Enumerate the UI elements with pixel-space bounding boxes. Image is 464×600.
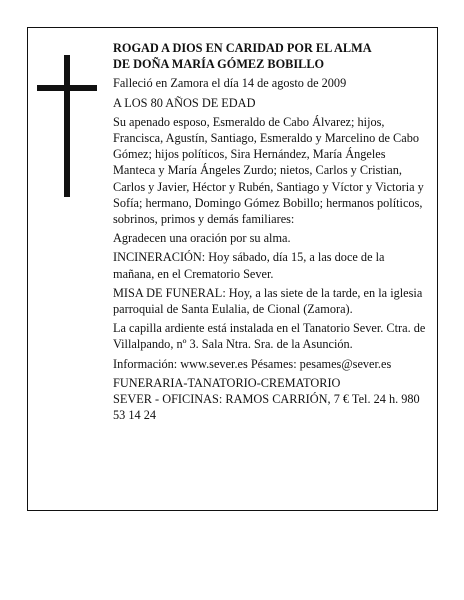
funeral-home (113, 375, 426, 424)
obituary-heading (113, 40, 426, 72)
obituary-text (113, 40, 426, 426)
funeral-mass-paragraph: MISA DE FUNERAL: Hoy, a las siete de la tarde, en la iglesia parroquial de Santa Eulalia, de Cional (Zamora). (113, 285, 423, 317)
cross-icon (37, 55, 97, 197)
thanks-line: Agradecen una oración por su alma. (113, 231, 291, 246)
heading-line-1: ROGAD A DIOS EN CARIDAD POR EL ALMA (113, 41, 372, 55)
funeral-home-contact: SEVER - OFICINAS: RAMOS CARRIÓN, 7 € Tel. 24 h. 980 53 14 24 (113, 392, 420, 423)
death-info: Falleció en Zamora el día 14 de agosto de 2009 (113, 76, 347, 91)
chapel-paragraph: La capilla ardiente está instalada en el Tanatorio Sever. Ctra. de Villalpando, nº 3. Sala Ntra. Sra. de la Asunción. (113, 321, 426, 352)
information-paragraph: Información: www.sever.es Pésames: pesames@sever.es (113, 356, 392, 371)
cross-vertical-bar (64, 55, 70, 197)
cremation-paragraph: INCINERACIÓN: Hoy sábado, día 15, a las doce de la mañana, en el Crematorio Sever. (113, 250, 385, 281)
heading-line-2: DE DOÑA MARÍA GÓMEZ BOBILLO (113, 57, 325, 72)
family-paragraph: Su apenado esposo, Esmeraldo de Cabo Álvarez; hijos, Francisca, Agustín, Santiago, Esmeraldo y Marcelino de Cabo Gómez; hijos políticos, Sira Hernández, María Ángeles Manteca y María Ángeles Zurdo; nietos, Carlos y Cristian, Carlos y Javier, Héctor y Rubén, Santiago y Víctor y Victoria y Sofía; hermano, Domingo Gómez Bobillo; hermanos políticos, sobrinos, primos y demás familiares: (113, 114, 424, 227)
age-line: A LOS 80 AÑOS DE EDAD (113, 95, 256, 110)
cross-horizontal-bar (37, 85, 97, 91)
funeral-home-name: FUNERARIA-TANATORIO-CREMATORIO (113, 375, 341, 390)
